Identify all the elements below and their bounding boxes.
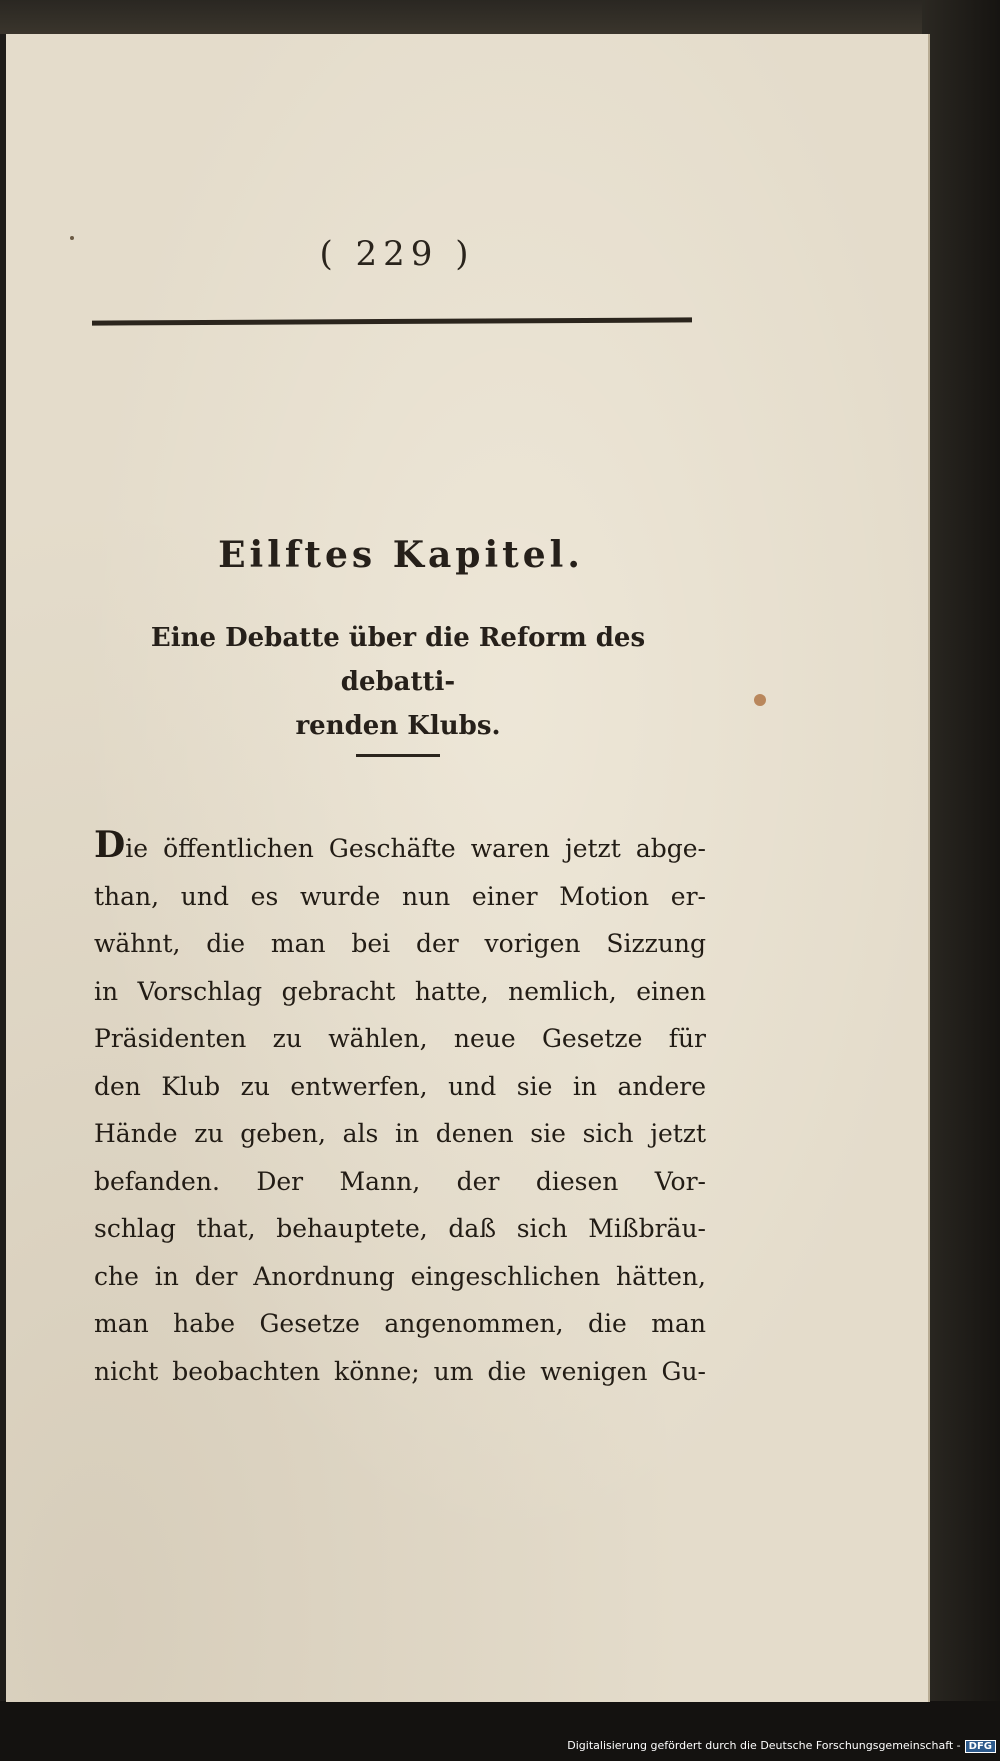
body-line: che in der Anordnung eingeschlichen hätten, [94,1261,706,1291]
dropcap: D [94,824,126,866]
body-line: in Vorschlag gebracht hatte, nemlich, einen [94,976,706,1006]
chapter-subtitle [90,616,706,748]
chapter-title: Eilftes Kapitel. [218,534,584,576]
body-line: Präsidenten zu wählen, neue Gesetze für [94,1024,706,1053]
body-line: Hände zu geben, als in denen sie sich jetzt [94,1119,706,1148]
page-paper [6,34,930,1702]
credit-text: Digitalisierung gefördert durch die Deutsche Forschungsgemeinschaft - [567,1739,961,1752]
book-edge-right [922,0,1000,1761]
digitization-credit [567,1739,996,1753]
body-line: den Klub zu entwerfen, und sie in andere [94,1071,706,1101]
page-number: ( 229 ) [319,234,475,274]
body-line: than, und es wurde nun einer Motion er- [94,881,706,911]
body-text [94,822,706,1395]
chapter-subtitle-line-1: Eine Debatte über die Reform des debatti- [150,623,646,697]
body-line [94,822,706,873]
body-line: befanden. Der Mann, der diesen Vor- [94,1166,706,1196]
chapter-subtitle-line-2: renden Klubs. [295,711,501,741]
paper-stain [70,236,74,240]
dfg-logo: DFG [965,1740,996,1753]
header-rule [92,317,692,325]
body-line-text: ie öffentlichen Geschäfte waren jetzt abge- [125,834,706,863]
body-line: man habe Gesetze angenommen, die man [94,1309,706,1338]
section-divider [356,754,440,757]
book-edge-top [0,0,1000,34]
body-line: wähnt, die man bei der vorigen Sizzung [94,929,706,958]
body-line: nicht beobachten könne; um die wenigen Gu- [94,1356,706,1386]
body-line: schlag that, behauptete, daß sich Mißbräu- [94,1214,706,1243]
paper-stain [754,694,766,706]
